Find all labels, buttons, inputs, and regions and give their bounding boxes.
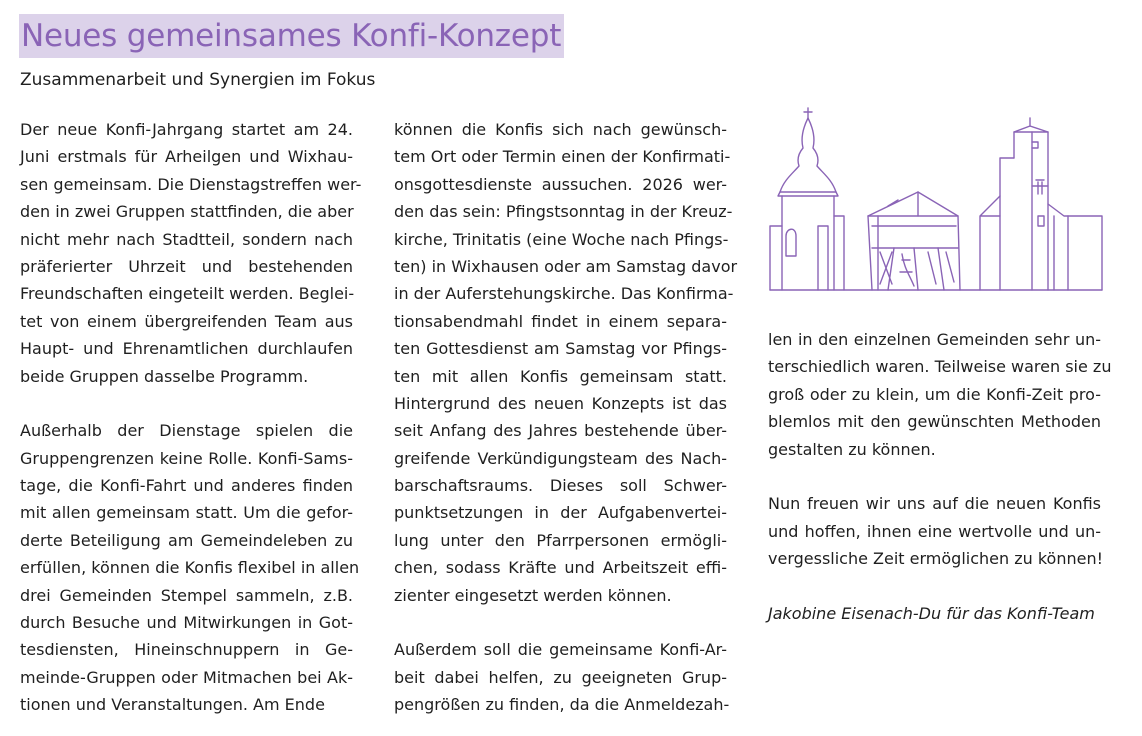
text-line: in der Auferstehungskirche. Das Konfirma- [394,284,734,304]
text-line: ten Gottesdienst am Samstag vor Pfings- [394,339,727,359]
text-line: chen, sodass Kräfte und Arbeitszeit effi- [394,558,727,578]
text-line: vergessliche Zeit ermöglichen zu können! [768,549,1104,569]
text-line: beide Gruppen dasselbe Programm. [20,366,309,386]
text-line: drei Gemeinden Stempel sammeln, z.B. [20,585,353,605]
text-line: beit dabei helfen, zu geeigneten Grup- [394,667,727,687]
text-line: groß oder zu klein, um die Konfi-Zeit pro- [768,384,1101,404]
text-line: onsgottesdienste aussuchen. 2026 wer- [394,174,727,194]
text-line: derte Beteiligung am Gemeindeleben zu [20,530,353,550]
text-line: gestalten zu können. [768,439,936,459]
text-line: tage, die Konfi-Fahrt und anderes finden [20,476,353,496]
text-line: meinde-Gruppen oder Mitmachen bei Ak- [20,667,353,687]
text-line: Haupt- und Ehrenamtlichen durchlaufen [20,339,353,359]
title-highlight [19,14,564,58]
text-line: durch Besuche und Mitwirkungen in Got- [20,613,353,633]
text-line: erfüllen, können die Konfis flexibel in allen [20,558,360,578]
text-line: kirche, Trinitatis (eine Woche nach Pfings- [394,229,729,249]
text-line: präferierter Uhrzeit und bestehenden [20,256,353,276]
text-line: ten) in Wixhausen oder am Samstag davor [394,256,738,276]
text-line: Außerdem soll die gemeinsame Konfi-Ar- [394,640,727,660]
article-subtitle: Zusammenarbeit und Synergien im Fokus [20,70,376,90]
text-line: Hintergrund des neuen Konzepts ist das [394,393,727,413]
text-line: Gruppengrenzen keine Rolle. Konfi-Sams- [20,448,353,468]
text-line: len in den einzelnen Gemeinden sehr un- [768,330,1101,349]
text-column-2 [394,116,738,719]
text-line: blemlos mit den gewünschten Methoden [768,412,1101,432]
churches-line-drawing-icon [768,96,1104,296]
text-column-1 [20,116,362,719]
text-line: den das sein: Pfingstsonntag in der Kreuz- [394,202,733,222]
text-line: tem Ort oder Termin einen der Konfirmati- [394,147,731,167]
text-line: nicht mehr nach Stadtteil, sondern nach [20,229,353,249]
text-line: Juni erstmals für Arheilgen und Wixhau- [20,147,353,167]
text-line: Nun freuen wir uns auf die neuen Konfis [768,494,1101,514]
text-line: und hoffen, ihnen eine wertvolle und un- [768,521,1101,541]
article-title: Neues gemeinsames Konfi-Konzept [21,18,562,54]
text-line: sen gemeinsam. Die Dienstagstreffen wer- [20,174,362,194]
text-column-3 [768,326,1112,627]
text-line: punktsetzungen in der Aufgabenvertei- [394,503,727,523]
text-line: pengrößen zu finden, da die Anmeldezah- [394,695,730,715]
text-line: tesdiensten, Hineinschnuppern in Ge- [20,640,353,660]
paragraph-gap [20,390,353,417]
text-line: tionsabendmahl findet in einem separa- [394,311,727,331]
text-line: zienter eingesetzt werden können. [394,585,672,605]
text-line: greifende Verkündigungsteam des Nach- [394,448,727,468]
text-line: terschiedlich waren. Teilweise waren sie zu [768,357,1112,377]
paragraph-gap [768,463,1101,490]
text-line: Der neue Konfi-Jahrgang startet am 24. [20,120,353,139]
author-signature: Jakobine Eisenach-Du für das Konfi-Team [768,603,1095,623]
text-line: den in zwei Gruppen stattfinden, die aber [20,202,354,222]
text-line: Außerhalb der Dienstage spielen die [20,421,353,441]
text-line: mit allen gemeinsam statt. Um die gefor- [20,503,353,523]
paragraph-gap [768,573,1101,600]
text-line: seit Anfang des Jahres bestehende über- [394,421,727,441]
text-line: Freundschaften eingeteilt werden. Beglei- [20,284,355,304]
text-line: tionen und Veranstaltungen. Am Ende [20,695,325,715]
paragraph-gap [394,609,727,636]
text-line: tet von einem übergreifenden Team aus [20,311,353,331]
text-line: lung unter den Pfarrpersonen ermögli- [394,530,727,550]
text-line: barschaftsraums. Dieses soll Schwer- [394,476,727,496]
text-line: können die Konfis sich nach gewünsch- [394,120,727,139]
text-line: ten mit allen Konfis gemeinsam statt. [394,366,727,386]
